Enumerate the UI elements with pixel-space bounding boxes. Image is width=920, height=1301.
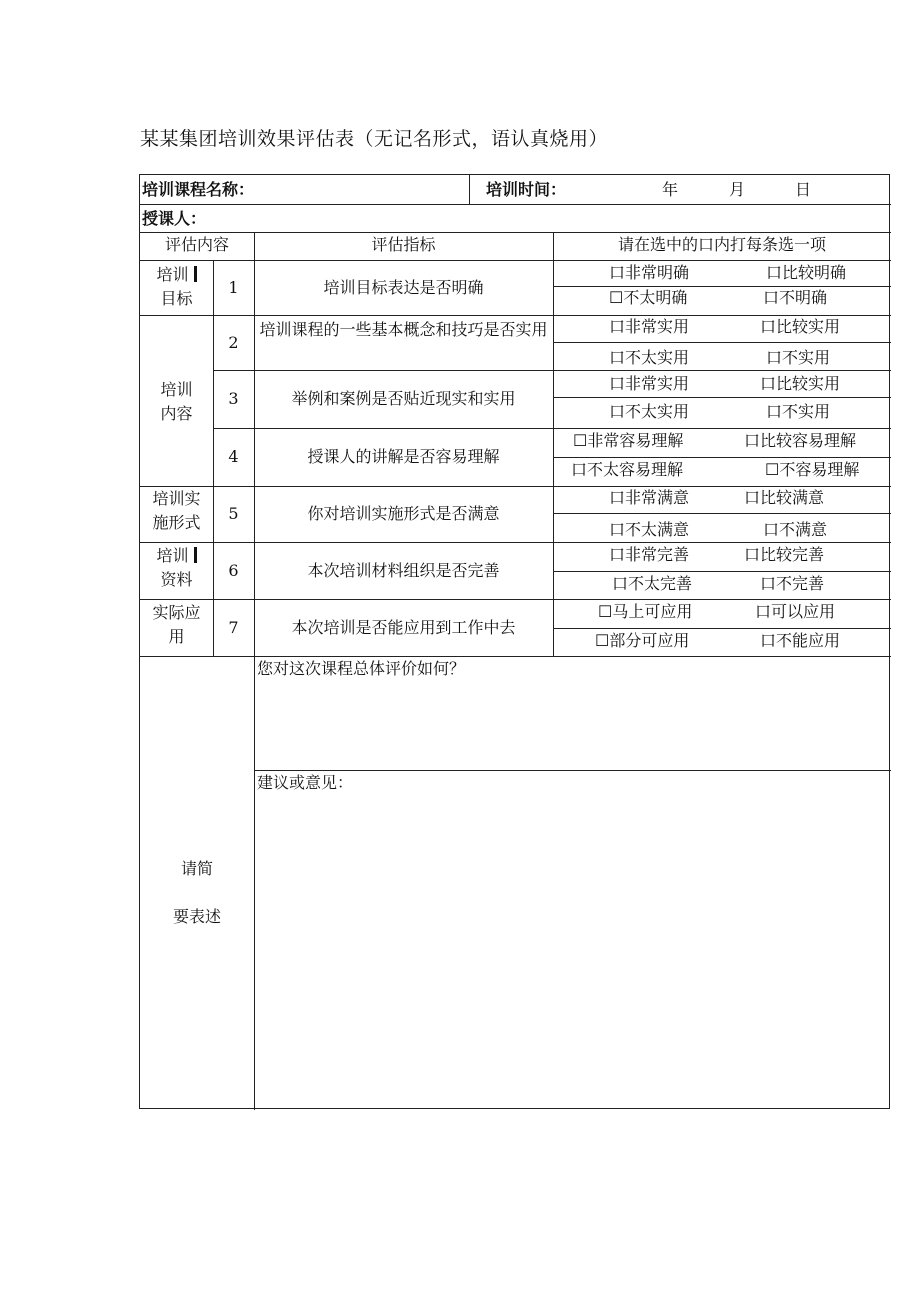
option-checkbox[interactable]: ☐部分可应用 bbox=[595, 631, 690, 650]
option-checkbox[interactable]: 口不实用 bbox=[766, 402, 831, 421]
page-title: 某某集团培训效果评估表（无记名形式，语认真烧用） bbox=[140, 128, 609, 150]
option-checkbox[interactable]: 口非常满意 bbox=[609, 488, 690, 507]
option-checkbox[interactable]: 口不能应用 bbox=[760, 631, 841, 650]
evaluation-form bbox=[139, 174, 890, 1109]
option-checkbox[interactable]: 口比较满意 bbox=[744, 488, 825, 507]
indicator-text: 培训目标表达是否明确 bbox=[323, 278, 484, 297]
category-apply-line1: 实际应 bbox=[152, 603, 201, 622]
row-number: 7 bbox=[228, 618, 239, 637]
suggestion-field[interactable] bbox=[255, 795, 890, 1108]
summary-label-line2: 要表述 bbox=[172, 907, 221, 926]
column-header-indicator: 评估指标 bbox=[371, 235, 436, 254]
summary-label-line1: 请简 bbox=[180, 859, 213, 878]
day-label: 日 bbox=[795, 180, 812, 199]
row-number: 3 bbox=[228, 389, 239, 408]
option-checkbox[interactable]: 口比较明确 bbox=[766, 263, 847, 282]
indicator-text: 本次培训材料组织是否完善 bbox=[307, 561, 500, 580]
indicator-text: 本次培训是否能应用到工作中去 bbox=[291, 618, 516, 637]
option-checkbox[interactable]: 口比较容易理解 bbox=[744, 431, 857, 450]
year-label: 年 bbox=[662, 180, 679, 199]
option-checkbox[interactable]: 口比较实用 bbox=[760, 317, 841, 336]
option-checkbox[interactable]: 口不太满意 bbox=[609, 520, 690, 539]
month-label: 月 bbox=[729, 180, 746, 199]
suggestion-label: 建议或意见： bbox=[257, 773, 354, 792]
overall-evaluation-question: 您对这次课程总体评价如何？ bbox=[257, 659, 466, 678]
option-checkbox[interactable]: ☐不太明确 bbox=[609, 288, 688, 307]
category-form-line1: 培训实 bbox=[152, 489, 201, 508]
row-number: 1 bbox=[228, 278, 239, 297]
category-goal-line1: 培训 bbox=[140, 265, 213, 285]
column-header-instruction: 请在选中的口内打每条选一项 bbox=[617, 235, 826, 254]
category-apply-line2: 用 bbox=[168, 627, 185, 646]
option-checkbox[interactable]: ☐不容易理解 bbox=[765, 460, 860, 479]
option-checkbox[interactable]: 口不太容易理解 bbox=[571, 460, 684, 479]
option-checkbox[interactable]: 口不太实用 bbox=[609, 402, 690, 421]
option-checkbox[interactable]: 口不太实用 bbox=[609, 348, 690, 367]
option-checkbox[interactable]: 口不满意 bbox=[763, 520, 828, 539]
row-number: 6 bbox=[228, 561, 239, 580]
option-checkbox[interactable]: 口非常实用 bbox=[609, 317, 690, 336]
category-content-line1: 培训 bbox=[160, 380, 193, 399]
category-content-line2: 内容 bbox=[160, 404, 193, 423]
training-time-label: 培训时间： bbox=[486, 180, 567, 199]
overall-evaluation-field[interactable] bbox=[255, 680, 890, 769]
column-header-content: 评估内容 bbox=[164, 235, 229, 254]
row-number: 5 bbox=[228, 504, 239, 523]
indicator-text: 举例和案例是否贴近现实和实用 bbox=[291, 389, 516, 408]
option-checkbox[interactable]: 口比较完善 bbox=[744, 545, 825, 564]
indicator-text: 授课人的讲解是否容易理解 bbox=[307, 447, 500, 466]
option-checkbox[interactable]: 口不太完善 bbox=[612, 574, 693, 593]
option-checkbox[interactable]: 口非常明确 bbox=[609, 263, 690, 282]
indicator-text: 你对培训实施形式是否满意 bbox=[307, 504, 500, 523]
option-checkbox[interactable]: 口非常实用 bbox=[609, 374, 690, 393]
option-checkbox[interactable]: 口不实用 bbox=[766, 348, 831, 367]
option-checkbox[interactable]: 口不明确 bbox=[763, 288, 828, 307]
option-checkbox[interactable]: 口可以应用 bbox=[755, 602, 836, 621]
option-checkbox[interactable]: ☐马上可应用 bbox=[598, 602, 693, 621]
category-material-line2: 资料 bbox=[160, 570, 193, 589]
option-checkbox[interactable]: ☐非常容易理解 bbox=[573, 431, 684, 450]
option-checkbox[interactable]: 口比较实用 bbox=[760, 374, 841, 393]
option-checkbox[interactable]: 口非常完善 bbox=[609, 545, 690, 564]
option-checkbox[interactable]: 口不完善 bbox=[760, 574, 825, 593]
category-goal-line2: 目标 bbox=[160, 289, 193, 308]
lecturer-label: 授课人： bbox=[142, 209, 207, 228]
indicator-text: 培训课程的一些基本概念和技巧是否实用 bbox=[259, 320, 548, 339]
row-number: 4 bbox=[228, 447, 239, 466]
course-name-label: 培训课程名称： bbox=[142, 180, 255, 199]
category-material-line1: 培训 bbox=[140, 546, 213, 566]
row-number: 2 bbox=[228, 333, 239, 352]
category-form-line2: 施形式 bbox=[152, 513, 201, 532]
